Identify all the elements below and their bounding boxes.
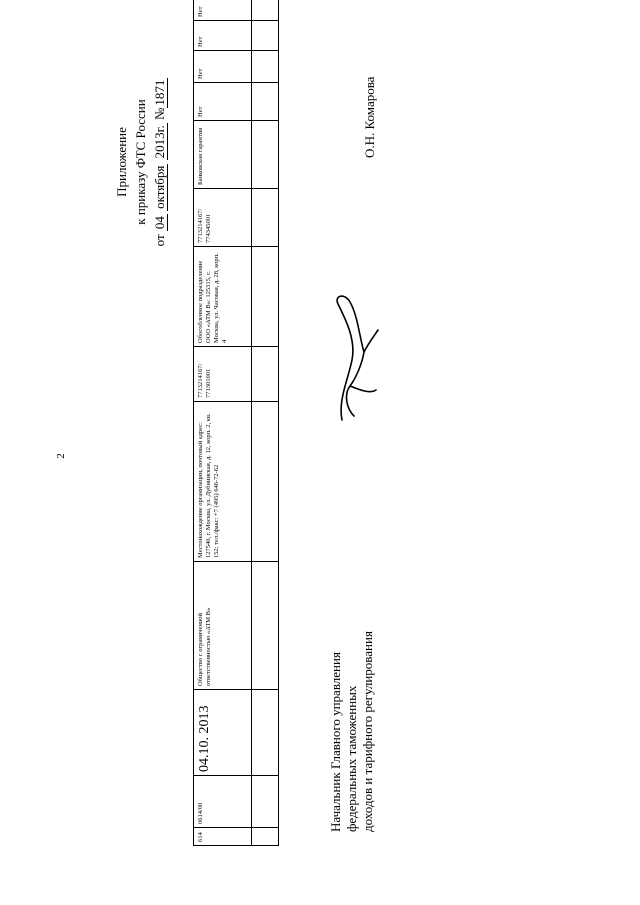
registry-table <box>193 6 278 846</box>
cell-empty <box>252 562 279 690</box>
appendix-number: 1871 <box>152 79 167 106</box>
page-number: 2 <box>54 453 67 459</box>
cell-branch-inn-kpp: 7713214167/ 774345001 <box>194 189 252 247</box>
table-row <box>252 0 279 846</box>
appendix-prefix: от <box>152 234 167 247</box>
handwritten-signature <box>320 290 390 430</box>
appendix-title: Приложение <box>114 127 129 197</box>
cell-col-c: Нет <box>194 21 252 51</box>
cell-branch: Обособленное подразделение ООО «АТМ В»: 125315, г. Москва, ул. Часовая, д. 28, корп. 4 <box>194 247 252 347</box>
cell-empty <box>252 347 279 402</box>
appendix-date-line <box>150 2 169 322</box>
appendix-header <box>112 2 169 322</box>
cell-empty <box>252 690 279 776</box>
position-line1: Начальник Главного управления <box>328 652 343 832</box>
cell-empty <box>252 51 279 83</box>
cell-address: Местонахождение организации, почтовый адрес: 127540, г. Москва, ул. Дубнинская, д. 12, корп. 2, кв. 152; тел./факс: +7 (495) 646-72-62 <box>194 402 252 562</box>
cell-code: 0614/00 <box>194 776 252 828</box>
cell-empty <box>252 189 279 247</box>
cell-empty <box>252 402 279 562</box>
cell-guarantee: Банковская гарантия <box>194 121 252 189</box>
table-row <box>194 0 252 846</box>
appendix-number-prefix: № <box>152 107 167 121</box>
position-line3: доходов и тарифного регулирования <box>360 631 375 832</box>
appendix-month: октября <box>152 165 167 209</box>
cell-empty <box>252 121 279 189</box>
cell-empty <box>252 828 279 846</box>
signer-name: О.Н. Комарова <box>362 76 377 158</box>
cell-inn-kpp: 7713214167/ 771301001 <box>194 347 252 402</box>
cell-empty <box>252 83 279 121</box>
cell-org-name: Общество с ограниченной ответственностью «АТМ В» <box>194 562 252 690</box>
appendix-year: 2013г. <box>152 125 167 159</box>
position-line2: федеральных таможенных <box>344 685 359 832</box>
cell-empty <box>252 247 279 347</box>
appendix-day: 04 <box>152 216 167 230</box>
cell-col-a: Нет <box>194 83 252 121</box>
cell-empty <box>252 0 279 21</box>
signer-position <box>328 631 376 832</box>
cell-empty <box>252 21 279 51</box>
cell-col-b: Нет <box>194 51 252 83</box>
cell-empty <box>252 776 279 828</box>
cell-date: 04.10. 2013 <box>194 690 252 776</box>
cell-num: 614 <box>194 828 252 846</box>
cell-col-d: Нет <box>194 0 252 21</box>
appendix-subtitle: к приказу ФТС России <box>133 99 148 225</box>
